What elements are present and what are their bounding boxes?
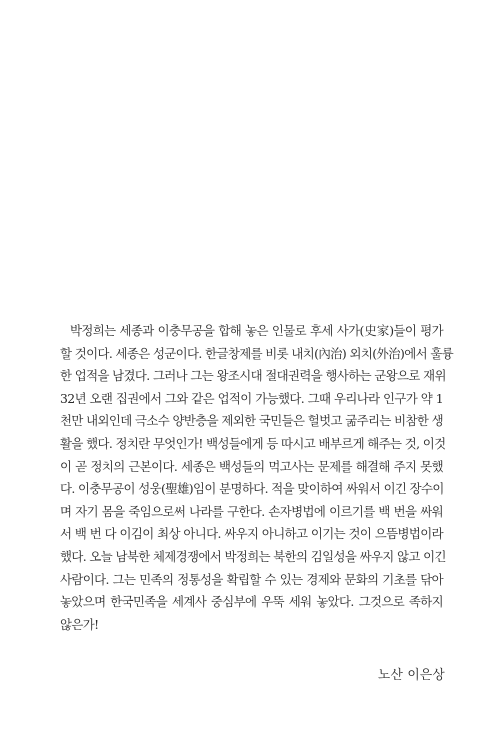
paragraph-line: 사람이다. 그는 민족의 정통성을 확립할 수 있는 경제와 문화의 기초를 닦아: [60, 571, 443, 587]
paragraph-line: 서 백 번 다 이김이 최상 아니다. 싸우지 아니하고 이기는 것이 으뜸병법이라: [60, 526, 443, 542]
paragraph-line: 천만 내외인데 극소수 양반층을 제외한 국민들은 헐벗고 굶주리는 비참한 생: [60, 413, 443, 429]
paragraph-line: 박정희는 세종과 이충무공을 합해 놓은 인물로 후세 사가(史家)들이 평가: [70, 323, 443, 338]
paragraph-line: 할 것이다. 세종은 성군이다. 한글창제를 비롯 내치(內治) 외치(外治)에서 훌륭: [60, 345, 454, 361]
paragraph-line: 며 자기 몸을 죽임으로써 나라를 구한다. 손자병법에 이르기를 백 번을 싸워: [60, 503, 443, 519]
paragraph-line: 놓았으며 한국민족을 세계사 중심부에 우뚝 세워 놓았다. 그것으로 족하지: [60, 594, 443, 610]
paragraph-line: 다. 이충무공이 성웅(聖雄)임이 분명하다. 적을 맞이하여 싸워서 이긴 장수이: [60, 481, 444, 497]
paragraph-line: 않은가!: [60, 616, 99, 632]
body-paragraph: [60, 320, 454, 636]
paragraph-line: 했다. 오늘 남북한 체제경쟁에서 박정희는 북한의 김일성을 싸우지 않고 이긴: [60, 548, 446, 564]
author-signature: 노산 이은상: [377, 668, 445, 683]
paragraph-line: 32년 오랜 집권에서 그와 같은 업적이 가능했다. 그때 우리나라 인구가 약 1: [60, 390, 443, 406]
paragraph-line: 한 업적을 남겼다. 그러나 그는 왕조시대 절대권력을 행사하는 군왕으로 재위: [60, 368, 446, 384]
paragraph-line: 이 곧 정치의 근본이다. 세종은 백성들의 먹고사는 문제를 해결해 주지 못했: [60, 458, 443, 474]
paragraph-line: 활을 했다. 정치란 무엇인가! 백성들에게 등 따시고 배부르게 해주는 것, 이것: [60, 435, 446, 451]
